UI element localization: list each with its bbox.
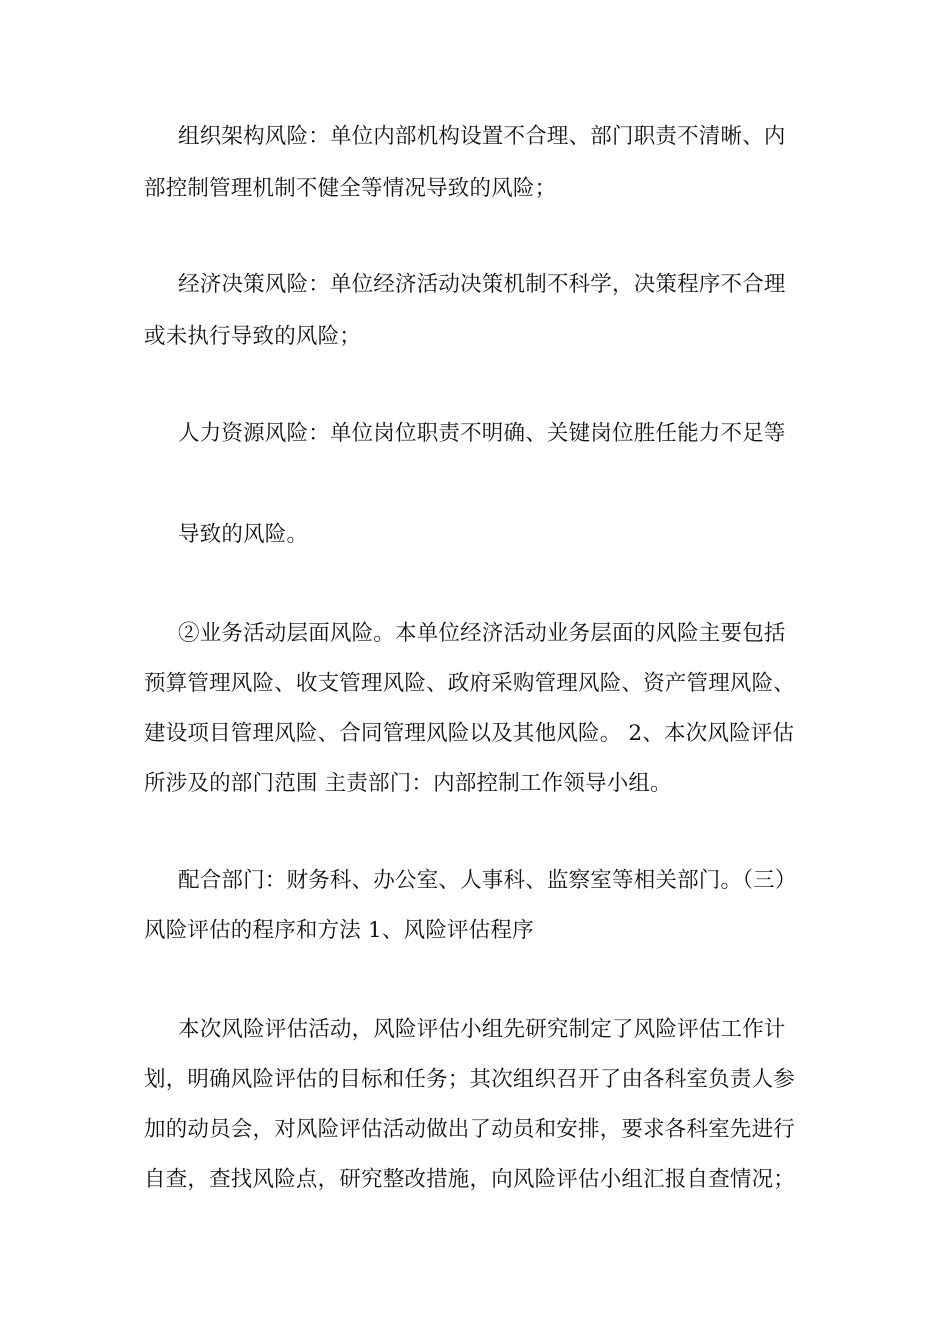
paragraph-line: 导致的风险。 (178, 522, 309, 547)
paragraph-line: 经济决策风险：单位经济活动决策机制不科学，决策程序不合理 (178, 272, 786, 297)
paragraph-line: 所涉及的部门范围 主责部门：内部控制工作领导小组。 (144, 771, 672, 796)
paragraph-line: 或未执行导致的风险； (144, 324, 362, 349)
paragraph-line: 人力资源风险：单位岗位职责不明确、关键岗位胜任能力不足等 (178, 421, 786, 446)
paragraph-line: 加的动员会，对风险评估活动做出了动员和安排，要求各科室先进行 (144, 1117, 796, 1142)
paragraph-line: 组织架构风险：单位内部机构设置不合理、部门职责不清晰、内 (178, 124, 786, 149)
paragraph-line: 建设项目管理风险、合同管理风险以及其他风险。 2、本次风险评估 (144, 721, 795, 746)
paragraph-line: ②业务活动层面风险。本单位经济活动业务层面的风险主要包括 (178, 621, 786, 646)
paragraph-line: 本次风险评估活动，风险评估小组先研究制定了风险评估工作计 (178, 1017, 786, 1042)
paragraph-line: 划，明确风险评估的目标和任务；其次组织召开了由各科室负责人参 (144, 1067, 796, 1092)
paragraph-line: 自查，查找风险点，研究整改措施，向风险评估小组汇报自查情况； (144, 1167, 796, 1192)
paragraph-line: 预算管理风险、收支管理风险、政府采购管理风险、资产管理风险、 (144, 671, 796, 696)
paragraph-line: 配合部门：财务科、办公室、人事科、监察室等相关部门。（三） (178, 868, 797, 893)
paragraph-line: 风险评估的程序和方法 1、风险评估程序 (144, 918, 534, 943)
paragraph-line: 部控制管理机制不健全等情况导致的风险； (144, 176, 557, 201)
